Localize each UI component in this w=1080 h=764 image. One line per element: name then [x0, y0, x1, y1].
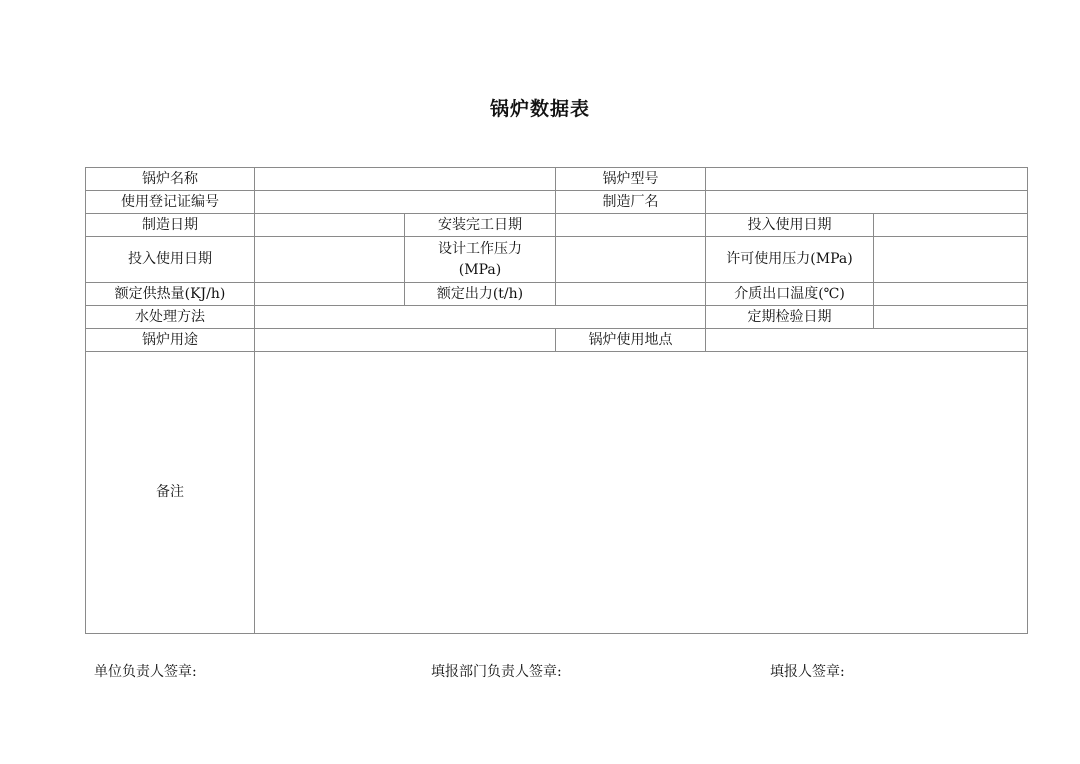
rated-heat-field[interactable] [255, 283, 405, 306]
allowed-pressure-label: 许可使用压力(MPa) [706, 237, 874, 283]
document-title: 锅炉数据表 [489, 98, 590, 120]
commission-date-label: 投入使用日期 [706, 214, 874, 237]
commission-date-field-2[interactable] [255, 237, 405, 283]
boiler-use-field[interactable] [255, 329, 556, 352]
dept-head-signature-label: 填报部门负责人签章: [431, 664, 562, 680]
design-pressure-label-line2: (MPa) [458, 261, 502, 278]
boiler-location-field[interactable] [706, 329, 1028, 352]
registration-no-field[interactable] [255, 191, 556, 214]
water-treatment-field[interactable] [255, 306, 706, 329]
manufacture-date-field[interactable] [255, 214, 405, 237]
table-row [86, 168, 1028, 191]
rated-output-label: 额定出力(t/h) [405, 283, 556, 306]
boiler-name-field[interactable] [255, 168, 556, 191]
rated-output-field[interactable] [556, 283, 706, 306]
table-row [86, 237, 1028, 283]
boiler-model-label: 锅炉型号 [556, 168, 706, 191]
manufacturer-label: 制造厂名 [556, 191, 706, 214]
commission-date-field[interactable] [874, 214, 1028, 237]
rated-heat-label: 额定供热量(KJ/h) [86, 283, 255, 306]
table-row [86, 283, 1028, 306]
table-row [86, 329, 1028, 352]
water-treatment-label: 水处理方法 [86, 306, 255, 329]
design-pressure-field[interactable] [556, 237, 706, 283]
installation-date-label: 安装完工日期 [405, 214, 556, 237]
inspection-date-label: 定期检验日期 [706, 306, 874, 329]
outlet-temp-field[interactable] [874, 283, 1028, 306]
manufacture-date-label: 制造日期 [86, 214, 255, 237]
remarks-field[interactable] [255, 352, 1028, 634]
commission-date-label-2: 投入使用日期 [86, 237, 255, 283]
manufacturer-field[interactable] [706, 191, 1028, 214]
unit-head-signature-label: 单位负责人签章: [94, 664, 197, 680]
boiler-data-table [85, 167, 1028, 634]
boiler-location-label: 锅炉使用地点 [556, 329, 706, 352]
filler-signature-label: 填报人签章: [770, 664, 845, 680]
boiler-use-label: 锅炉用途 [86, 329, 255, 352]
design-pressure-label-line1: 设计工作压力 [438, 240, 522, 257]
allowed-pressure-field[interactable] [874, 237, 1028, 283]
design-pressure-label [405, 237, 556, 283]
boiler-name-label: 锅炉名称 [86, 168, 255, 191]
outlet-temp-label: 介质出口温度(℃) [706, 283, 874, 306]
inspection-date-field[interactable] [874, 306, 1028, 329]
table-row [86, 306, 1028, 329]
remarks-label: 备注 [86, 352, 255, 634]
table-row [86, 352, 1028, 634]
boiler-model-field[interactable] [706, 168, 1028, 191]
table-row [86, 214, 1028, 237]
installation-date-field[interactable] [556, 214, 706, 237]
table-row [86, 191, 1028, 214]
registration-no-label: 使用登记证编号 [86, 191, 255, 214]
